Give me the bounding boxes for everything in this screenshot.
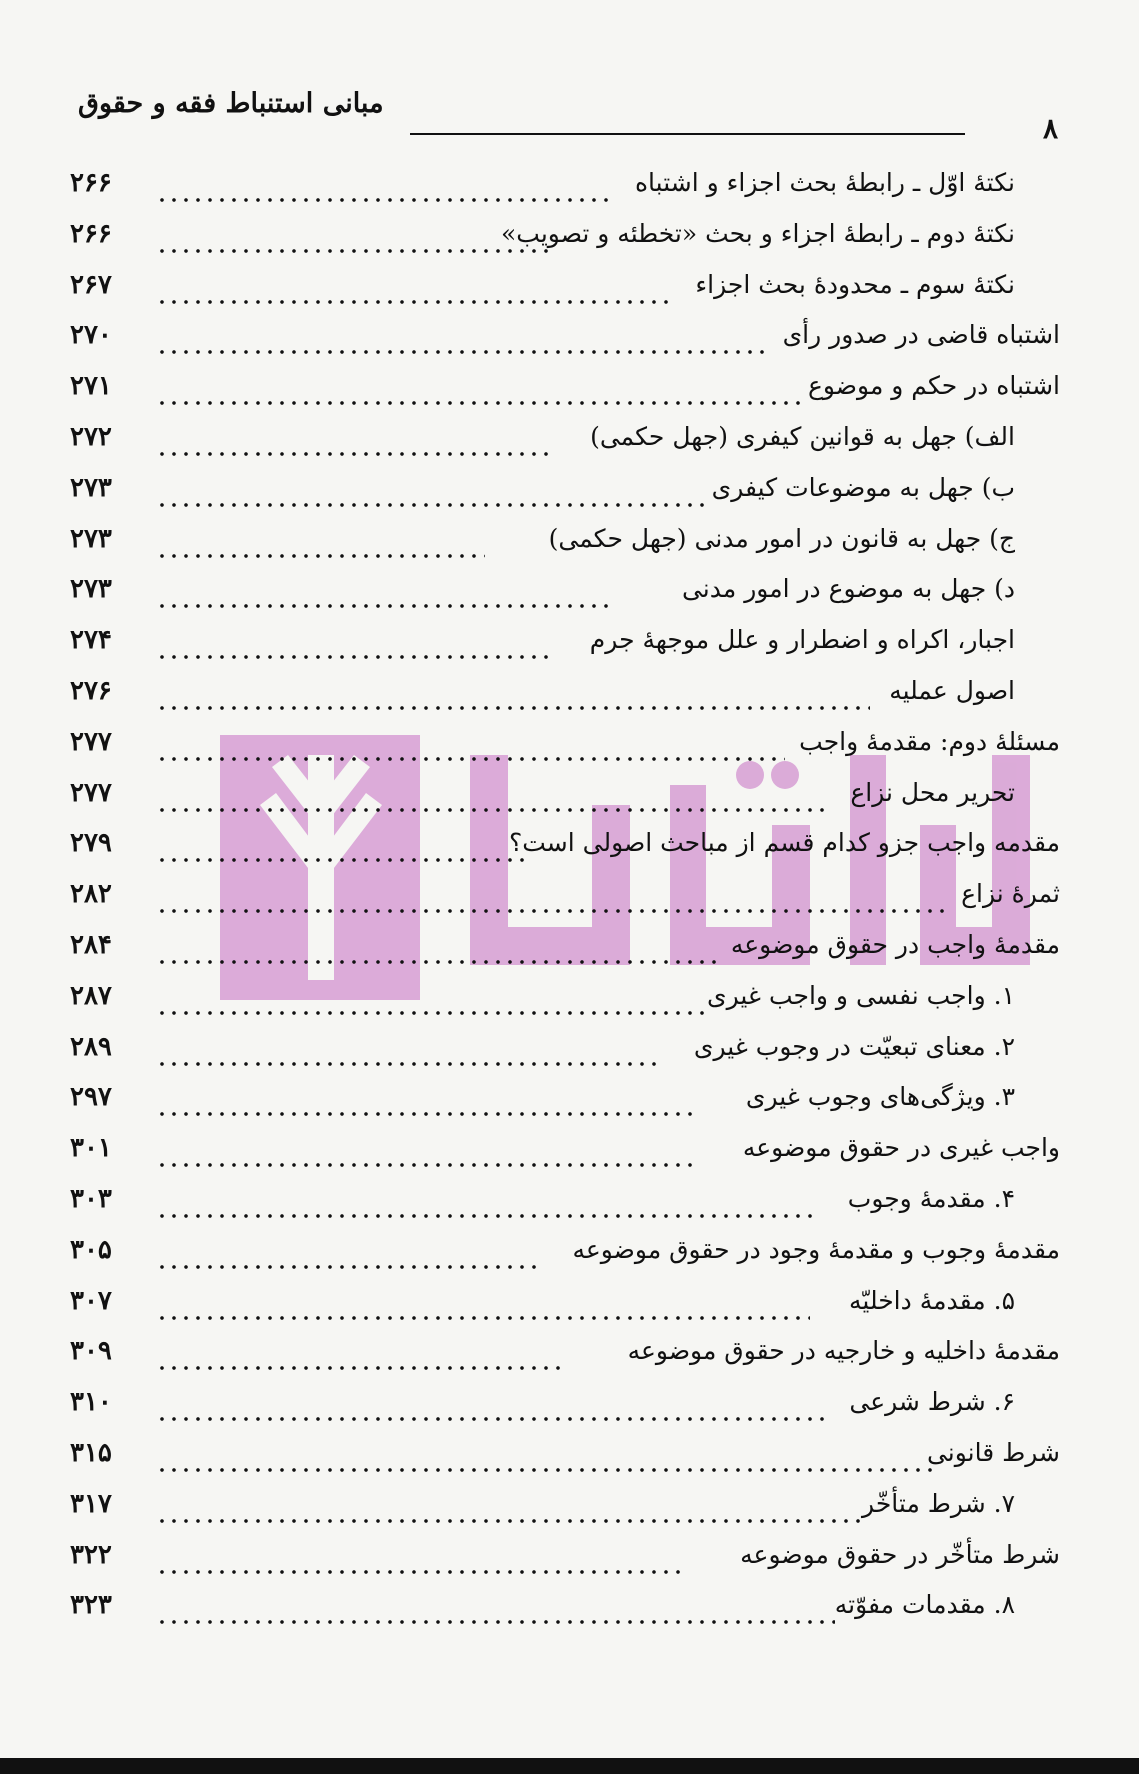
toc-leader-dots	[156, 452, 555, 456]
toc-entry-page: ۲۷۲	[70, 422, 112, 452]
toc-entry-title: ۸. مقدمات مفوّته	[834, 1590, 1015, 1620]
toc-leader-dots	[156, 1519, 860, 1523]
toc-entry-title: ج) جهل به قانون در امور مدنی (جهل حکمی)	[548, 523, 1015, 553]
toc-entry-title: ب) جهل به موضوعات کیفری	[711, 472, 1015, 502]
toc-entry-page: ۲۷۶	[70, 676, 112, 706]
toc-entry-page: ۳۱۵	[70, 1438, 112, 1468]
toc-entry-title: اصول عملیه	[889, 676, 1015, 705]
running-header-title: مبانی استنباط فقه و حقوق	[78, 88, 384, 119]
toc-entry-page: ۲۷۷	[70, 726, 112, 757]
toc-entry-page: ۲۷۴	[70, 625, 112, 656]
toc-entry	[0, 778, 1139, 822]
toc-entry	[0, 1184, 1139, 1228]
toc-entry-page: ۳۰۳	[70, 1184, 112, 1214]
toc-entry-title: شرط متأخّر در حقوق موضوعه	[740, 1539, 1060, 1569]
toc-leader-dots	[156, 503, 705, 507]
toc-leader-dots	[156, 401, 800, 405]
toc-entry-title: اشتباه در حکم و موضوع	[807, 371, 1060, 401]
toc-entry	[0, 1133, 1139, 1177]
toc-entry-title: نکتهٔ دوم ـ رابطهٔ اجزاء و بحث «تخطئه و تصویب»	[500, 218, 1015, 248]
toc-leader-dots	[156, 1468, 935, 1472]
toc-entry-title: ۱. واجب نفسی و واجب غیری	[707, 980, 1015, 1010]
toc-entry-page: ۳۰۹	[70, 1336, 112, 1367]
toc-entry-title: الف) جهل به قوانین کیفری (جهل حکمی)	[590, 422, 1015, 451]
toc-entry-title: واجب غیری در حقوق موضوعه	[742, 1133, 1060, 1163]
toc-entry-title: مقدمهٔ وجوب و مقدمهٔ وجود در حقوق موضوعه	[572, 1234, 1060, 1264]
toc-leader-dots	[156, 1112, 695, 1116]
toc-entry	[0, 320, 1139, 364]
toc-entry-title: ثمرهٔ نزاع	[961, 879, 1060, 909]
toc-entry-title: د) جهل به موضوع در امور مدنی	[681, 574, 1015, 604]
toc-entry-page: ۲۷۳	[70, 523, 112, 554]
toc-entry-title: مقدمهٔ واجب در حقوق موضوعه	[730, 930, 1060, 959]
toc-leader-dots	[156, 1214, 815, 1218]
toc-entry-title: ۷. شرط متأخّر	[862, 1488, 1015, 1518]
toc-entry	[0, 1235, 1139, 1279]
toc-entry-page: ۳۱۰	[70, 1387, 112, 1418]
toc-entry	[0, 422, 1139, 466]
scan-edge-bar	[0, 1758, 1139, 1774]
toc-entry-page: ۲۹۷	[70, 1082, 112, 1113]
toc-entry-title: نکتهٔ اوّل ـ رابطهٔ بحث اجزاء و اشتباه	[634, 168, 1015, 197]
toc-leader-dots	[156, 554, 485, 558]
toc-entry	[0, 676, 1139, 720]
toc-leader-dots	[156, 1417, 830, 1421]
toc-entry-title: نکتهٔ سوم ـ محدودهٔ بحث اجزاء	[695, 269, 1015, 299]
toc-entry-title: ۴. مقدمهٔ وجوب	[847, 1184, 1015, 1213]
toc-entry-page: ۳۱۷	[70, 1488, 112, 1519]
toc-leader-dots	[156, 1062, 660, 1066]
toc-entry-title: اجبار، اکراه و اضطرار و علل موجههٔ جرم	[589, 625, 1015, 655]
toc-entry-title: ۳. ویژگی‌های وجوب غیری	[745, 1082, 1015, 1112]
toc-leader-dots	[156, 1570, 685, 1574]
toc-entry	[0, 1032, 1139, 1076]
toc-leader-dots	[156, 655, 555, 659]
toc-leader-dots	[156, 1620, 835, 1624]
toc-entry-page: ۳۲۳	[70, 1590, 112, 1621]
toc-leader-dots	[156, 757, 785, 761]
toc-entry	[0, 219, 1139, 263]
toc-entry-title: مسئلهٔ دوم: مقدمهٔ واجب	[799, 726, 1060, 756]
toc-entry-page: ۲۷۷	[70, 777, 112, 808]
toc-entry-page: ۳۰۷	[70, 1285, 112, 1316]
page-number: ۸	[1043, 112, 1059, 145]
toc-leader-dots	[156, 960, 720, 964]
toc-entry-page: ۲۶۶	[70, 168, 112, 198]
toc-leader-dots	[156, 249, 550, 253]
toc-leader-dots	[156, 706, 870, 710]
toc-entry	[0, 1387, 1139, 1431]
toc-leader-dots	[156, 350, 770, 354]
toc-entry-title: ۲. معنای تبعیّت در وجوب غیری	[693, 1031, 1015, 1061]
toc-leader-dots	[156, 808, 830, 812]
toc-leader-dots	[156, 1316, 810, 1320]
toc-entry-title: تحریر محل نزاع	[850, 777, 1015, 807]
toc-entry	[0, 168, 1139, 212]
toc-leader-dots	[156, 909, 945, 913]
toc-entry-page: ۳۰۵	[70, 1234, 112, 1265]
toc-entry	[0, 828, 1139, 872]
toc-entry-page: ۲۷۱	[70, 371, 112, 402]
toc-entry-page: ۲۶۶	[70, 218, 112, 249]
toc-entry	[0, 473, 1139, 517]
toc-entry-page: ۲۷۳	[70, 574, 112, 605]
toc-entry	[0, 1286, 1139, 1330]
toc-entry-title: ۵. مقدمهٔ داخلیّه	[849, 1285, 1015, 1315]
toc-entry	[0, 270, 1139, 314]
toc-entry	[0, 879, 1139, 923]
toc-entry	[0, 524, 1139, 568]
toc-leader-dots	[156, 1011, 705, 1015]
toc-entry-page: ۲۸۹	[70, 1031, 112, 1062]
toc-entry-title: مقدمه واجب جزو کدام قسم از مباحث اصولی است؟	[508, 828, 1060, 858]
toc-leader-dots	[156, 198, 610, 202]
toc-entry	[0, 727, 1139, 771]
toc-leader-dots	[156, 1163, 695, 1167]
toc-entry	[0, 371, 1139, 415]
toc-entry-title: مقدمهٔ داخلیه و خارجیه در حقوق موضوعه	[627, 1336, 1060, 1366]
toc-entry-page: ۳۰۱	[70, 1133, 112, 1164]
toc-leader-dots	[156, 604, 615, 608]
header-rule	[410, 133, 965, 135]
toc-leader-dots	[156, 1366, 560, 1370]
toc-entry	[0, 1438, 1139, 1482]
toc-leader-dots	[156, 858, 525, 862]
toc-entry-title: شرط قانونی	[926, 1438, 1060, 1467]
toc-entry	[0, 930, 1139, 974]
toc-entry	[0, 625, 1139, 669]
toc-entry	[0, 1082, 1139, 1126]
toc-entry	[0, 574, 1139, 618]
toc-entry-page: ۲۷۹	[70, 828, 112, 859]
toc-entry-page: ۲۶۷	[70, 269, 112, 300]
toc-entry-page: ۳۲۲	[70, 1539, 112, 1570]
toc-leader-dots	[156, 300, 675, 304]
toc-entry-title: ۶. شرط شرعی	[849, 1387, 1015, 1417]
toc-entry-page: ۲۸۴	[70, 930, 112, 960]
toc-entry-page: ۲۷۳	[70, 472, 112, 503]
toc-entry-page: ۲۸۲	[70, 879, 112, 910]
toc-entry-page: ۲۷۰	[70, 320, 112, 351]
toc-entry	[0, 981, 1139, 1025]
toc-entry-title: اشتباه قاضی در صدور رأی	[782, 320, 1060, 350]
toc-entry	[0, 1489, 1139, 1533]
toc-entry	[0, 1336, 1139, 1380]
toc-entry	[0, 1540, 1139, 1584]
toc-entry	[0, 1590, 1139, 1634]
toc-entry-page: ۲۸۷	[70, 980, 112, 1011]
toc-leader-dots	[156, 1265, 540, 1269]
